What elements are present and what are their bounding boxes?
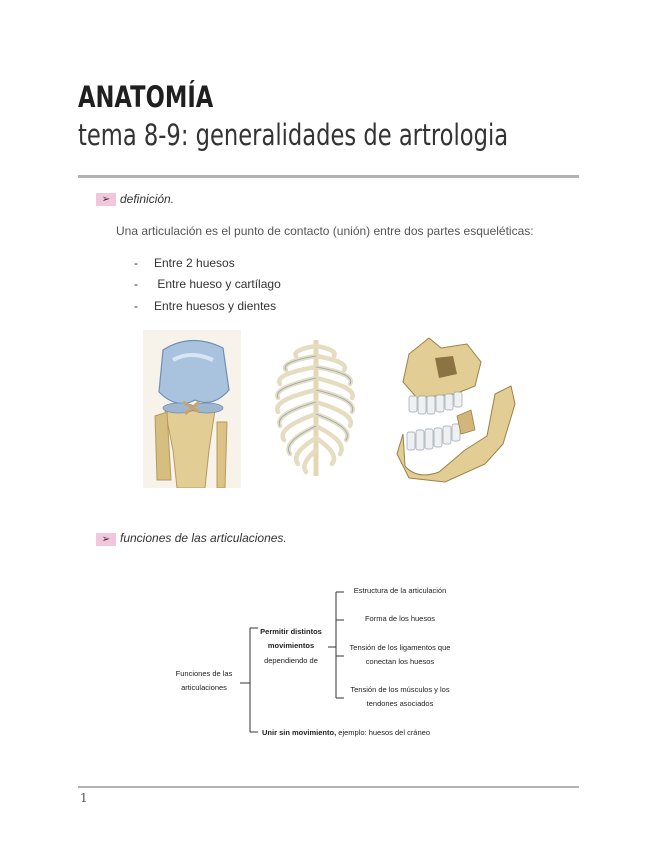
diagram-leaf4-line1: Tensión de los músculos y los	[350, 685, 450, 694]
diagram-branch-sin-movimiento	[262, 726, 462, 740]
list-dash: -	[134, 256, 138, 270]
section-heading-definicion: definición.	[120, 192, 175, 206]
definition-paragraph: Una articulación es el punto de contacto (unión) entre dos partes esqueléticas:	[116, 224, 534, 238]
diagram-leaf-forma: Forma de los huesos	[364, 614, 436, 623]
arrow-bullet-icon: ➢	[96, 193, 116, 206]
list-item-text: Entre huesos y dientes	[154, 299, 277, 313]
diagram-leaf3-line1: Tensión de los ligamentos que	[349, 643, 451, 652]
document-subtitle: tema 8-9: generalidades de artrologia	[78, 118, 509, 152]
diagram-branch1-line3: dependiendo de	[264, 655, 318, 665]
diagram-branch2-bold: Unir sin movimiento,	[262, 728, 337, 737]
diagram-leaf-ligamentos	[342, 641, 458, 670]
diagram-leaf4-line2: tendones asociados	[366, 699, 434, 709]
list-dash: -	[134, 277, 138, 291]
list-dash: -	[134, 299, 138, 313]
diagram-root-node	[166, 667, 242, 696]
list-item	[134, 277, 281, 291]
footer-divider	[78, 786, 579, 788]
diagram-branch1-line1: Permitir distintos	[260, 627, 322, 636]
diagram-leaf-musculos	[342, 683, 458, 712]
diagram-branch2-rest: ejemplo: huesos del cráneo	[336, 728, 430, 737]
diagram-branch1-line2: movimientos	[267, 641, 315, 651]
diagram-branch-movimientos	[252, 625, 330, 668]
diagram-leaf3-line2: conectan los huesos	[365, 657, 435, 667]
diagram-root-line1: Funciones de las	[175, 669, 233, 678]
arrow-bullet-icon: ➢	[96, 533, 116, 546]
knee-joint-icon	[143, 330, 241, 488]
list-item-text: Entre hueso y cartílago	[154, 277, 281, 291]
header-divider	[78, 175, 579, 178]
list-item	[134, 256, 235, 270]
list-item-text: Entre 2 huesos	[154, 256, 235, 270]
skull-teeth-icon	[395, 334, 519, 484]
page-number: 1	[80, 791, 88, 805]
diagram-leaf-estructura: Estructura de la articulación	[353, 586, 447, 595]
list-item	[134, 299, 276, 313]
rib-cage-icon	[272, 336, 358, 481]
document-title: ANATOMÍA	[78, 80, 214, 114]
diagram-root-line2: articulaciones	[181, 683, 227, 693]
section-heading-funciones: funciones de las articulaciones.	[120, 531, 287, 545]
